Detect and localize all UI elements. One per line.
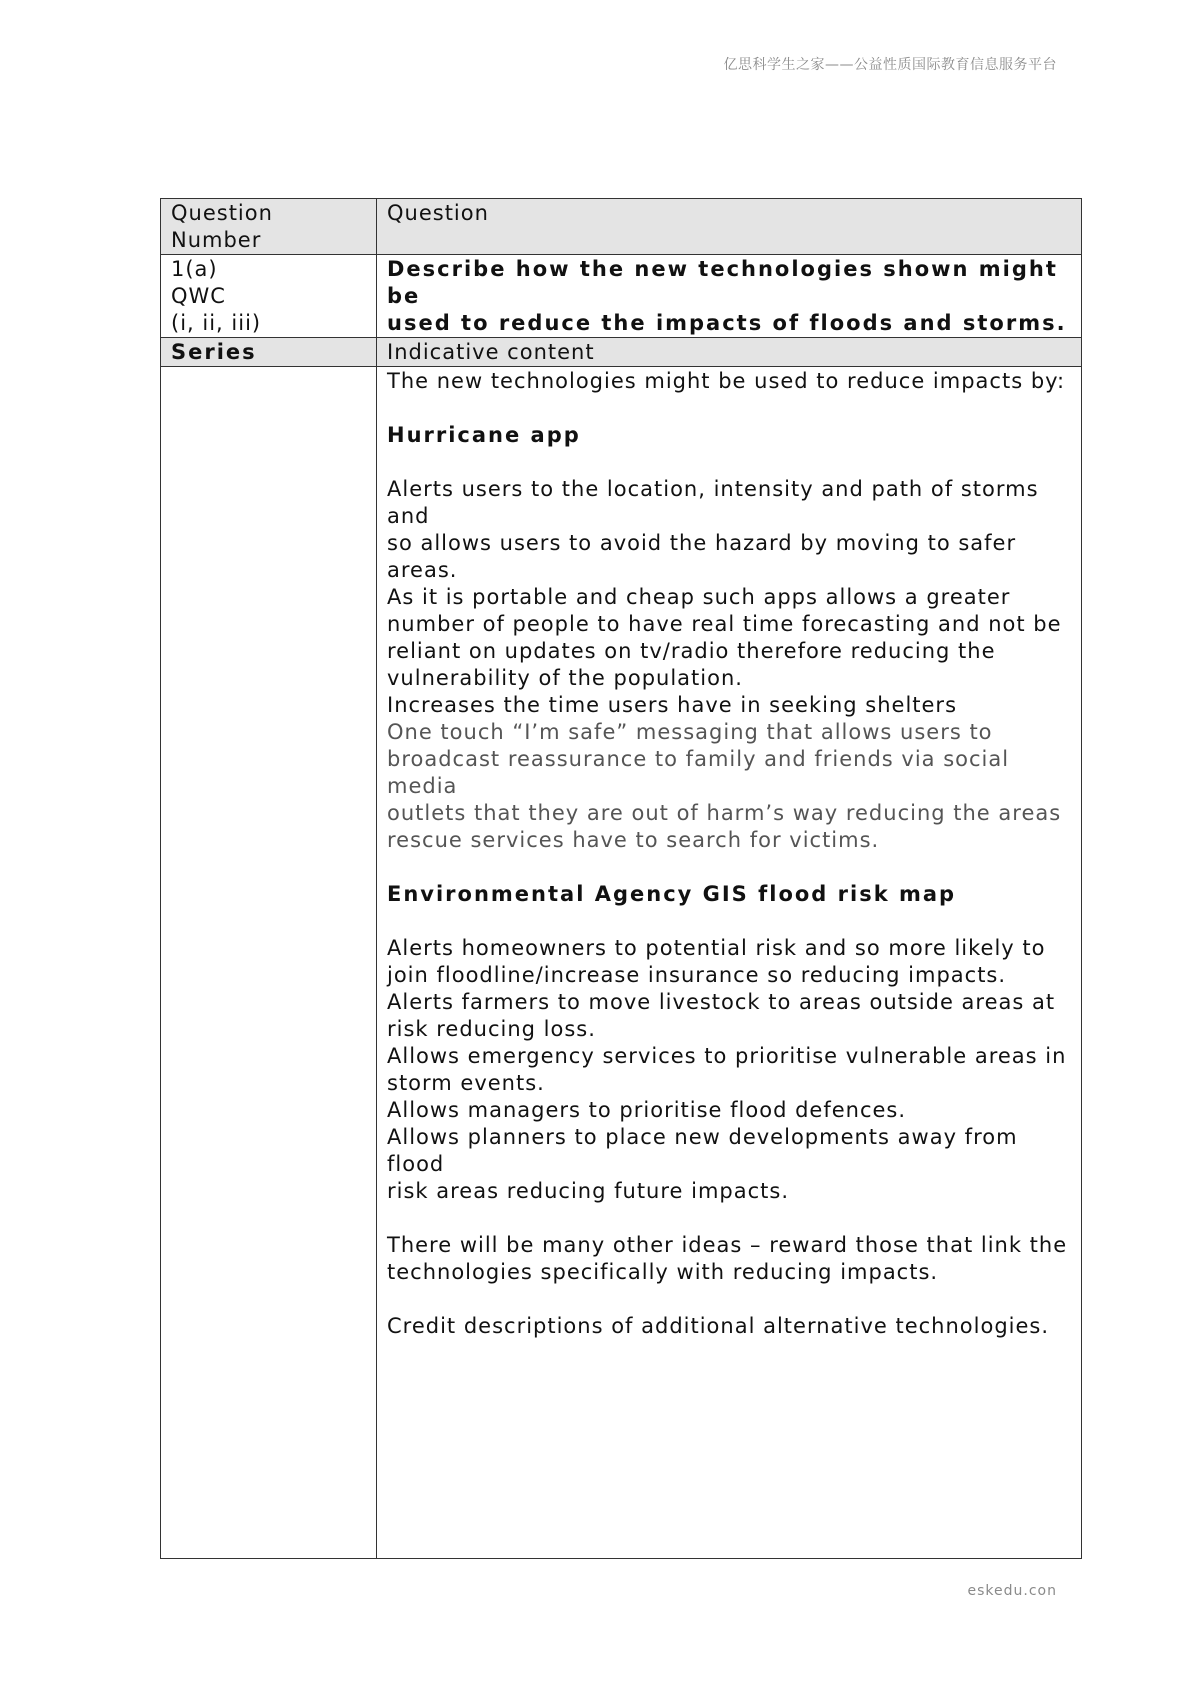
content-row bbox=[161, 367, 1082, 1559]
content-line-grey: broadcast reassurance to family and friends via social media bbox=[387, 747, 1010, 798]
content-line: so allows users to avoid the hazard by moving to safer bbox=[387, 531, 1017, 555]
content-line: join floodline/increase insurance so reducing impacts. bbox=[387, 963, 1007, 987]
content-line: Allows planners to place new developments away from flood bbox=[387, 1125, 1018, 1176]
content-line: Increases the time users have in seeking shelters bbox=[387, 693, 958, 717]
content-line: reliant on updates on tv/radio therefore reducing the bbox=[387, 639, 996, 663]
content-line: There will be many other ideas – reward those that link the bbox=[387, 1233, 1068, 1257]
series-row bbox=[161, 338, 1082, 367]
mark-scheme-table bbox=[160, 198, 1082, 1559]
content-line: Allows emergency services to prioritise vulnerable areas in bbox=[387, 1044, 1067, 1068]
credit-text: Credit descriptions of additional alternative technologies. bbox=[387, 1314, 1050, 1338]
spacer bbox=[387, 1205, 1071, 1232]
question-text-line: used to reduce the impacts of floods and storms. bbox=[387, 311, 1067, 335]
qwc-label: QWC bbox=[171, 284, 226, 308]
series-label: Series bbox=[161, 338, 377, 367]
indicative-content-label: Indicative content bbox=[377, 338, 1082, 367]
question-number: 1(a) bbox=[171, 257, 218, 281]
content-line: Alerts users to the location, intensity and path of storms and bbox=[387, 477, 1039, 528]
intro-text: The new technologies might be used to reduce impacts by: bbox=[387, 369, 1066, 393]
header-watermark: 亿思科学生之家——公益性质国际教育信息服务平台 bbox=[723, 57, 1057, 73]
content-line: Alerts farmers to move livestock to areas outside areas at bbox=[387, 990, 1056, 1014]
content-line-grey: outlets that they are out of harm’s way reducing the areas bbox=[387, 801, 1062, 825]
spacer bbox=[387, 1286, 1071, 1313]
content-line: Allows managers to prioritise flood defences. bbox=[387, 1098, 907, 1122]
spacer bbox=[387, 449, 1071, 476]
content-line: Alerts homeowners to potential risk and so more likely to bbox=[387, 936, 1046, 960]
content-line: vulnerability of the population. bbox=[387, 666, 743, 690]
question-text-line: Describe how the new technologies shown might be bbox=[387, 257, 1058, 308]
content-line-grey: rescue services have to search for victims. bbox=[387, 828, 880, 852]
question-header: Question bbox=[377, 199, 1082, 255]
content-line: As it is portable and cheap such apps allows a greater bbox=[387, 585, 1011, 609]
gis-map-heading: Environmental Agency GIS flood risk map bbox=[387, 882, 957, 906]
content-line: risk reducing loss. bbox=[387, 1017, 596, 1041]
content-line: number of people to have real time forecasting and not be bbox=[387, 612, 1062, 636]
indicative-content-cell bbox=[377, 367, 1082, 1559]
question-row bbox=[161, 255, 1082, 338]
table-header-row bbox=[161, 199, 1082, 255]
series-empty-cell bbox=[161, 367, 377, 1559]
content-line: risk areas reducing future impacts. bbox=[387, 1179, 790, 1203]
question-number-header: Question Number bbox=[161, 199, 377, 255]
spacer bbox=[387, 395, 1071, 422]
hurricane-app-heading: Hurricane app bbox=[387, 423, 581, 447]
content-line: storm events. bbox=[387, 1071, 545, 1095]
spacer bbox=[387, 908, 1071, 935]
question-text-cell bbox=[377, 255, 1082, 338]
content-line-grey: One touch “I’m safe” messaging that allows users to bbox=[387, 720, 993, 744]
spacer bbox=[387, 854, 1071, 881]
content-line: technologies specifically with reducing impacts. bbox=[387, 1260, 939, 1284]
qwc-strands: (i, ii, iii) bbox=[171, 311, 262, 335]
content-line: areas. bbox=[387, 558, 458, 582]
footer-watermark: eskedu.con bbox=[967, 1583, 1057, 1599]
question-number-cell bbox=[161, 255, 377, 338]
